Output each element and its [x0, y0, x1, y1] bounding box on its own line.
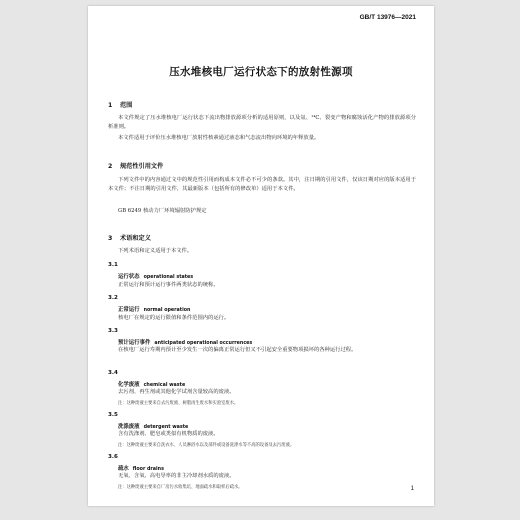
term-definition: 去污剂、再生剂或其他化学试剂含量较高的废液。: [118, 389, 235, 395]
term-heading: 疏水 floor drains: [118, 466, 164, 472]
section-heading-3: 3 术语和定义: [108, 235, 151, 242]
term-heading: 预计运行事件 anticipated operational occurrences: [118, 340, 253, 346]
term-heading: 正常运行 normal operation: [118, 307, 191, 313]
term-definition: 无氧、含氧、高电导率的非主冷却剂水质的废液。: [118, 473, 235, 479]
page-number: 1: [410, 486, 414, 492]
term-definition: 正常运行和预计运行事件两类状态的统称。: [118, 282, 219, 288]
term-number: 3.4: [108, 370, 118, 376]
document-page: [88, 6, 434, 506]
term-number: 3.2: [108, 295, 118, 301]
standard-number: GB/T 13976—2021: [359, 14, 416, 21]
section-1-paragraph-1: 本文件规定了压水堆核电厂运行状态下流出物排放源项分析的适用原则，以及氚、¹⁴C、裂变产物和腐蚀活化产物的排放源项分析准则。: [108, 115, 416, 131]
section-2-paragraph-1: 下列文件中的内容通过文中的规范性引用而构成本文件必不可少的条款。其中，注日期的引用文件，仅该日期对应的版本适用于本文件；不注日期的引用文件，其最新版本（包括所有的修改单）适用于本文件。: [108, 177, 416, 193]
term-number: 3.3: [108, 328, 118, 334]
term-number: 3.5: [108, 412, 118, 418]
term-note: 注：这种废液主要来自厂房污水收集坑、地面疏水和取样后疏水。: [118, 485, 243, 490]
terms-intro: 下列术语和定义适用于本文件。: [118, 248, 193, 254]
section-heading-1: 1 范围: [108, 102, 133, 109]
term-definition: 在核电厂运行寿期内预计至少发生一次的偏离正常运行但又不引起安全重要物项损坏的各种运行过程。: [118, 347, 357, 353]
section-1-paragraph-2: 本文件适用于评价压水堆核电厂放射性核素通过液态和气态流出物向环境的年释放量。: [118, 135, 320, 141]
term-heading: 洗涤废液 detergent waste: [118, 424, 189, 430]
term-note: 注：这种废液主要来自去污废液、树脂再生废水和实验室废水。: [118, 401, 239, 406]
term-number: 3.1: [108, 262, 118, 268]
term-note: 注：这种废液主要来自洗衣水、人员淋浴水以及部件或设备洗涤水等不高的设备及去污废液。: [118, 443, 295, 448]
term-heading: 运行状态 operational states: [118, 274, 194, 280]
term-number: 3.6: [108, 454, 118, 460]
term-definition: 含有洗涤剂、肥皂或类似有机物质的废液。: [118, 431, 219, 437]
normative-reference: GB 6249 核动力厂环境辐射防护规定: [118, 208, 207, 214]
section-heading-2: 2 规范性引用文件: [108, 163, 164, 170]
term-definition: 核电厂在规定的运行限值和条件范围内的运行。: [118, 315, 230, 321]
term-heading: 化学废液 chemical waste: [118, 382, 186, 388]
document-title: 压水堆核电厂运行状态下的放射性源项: [169, 66, 353, 78]
